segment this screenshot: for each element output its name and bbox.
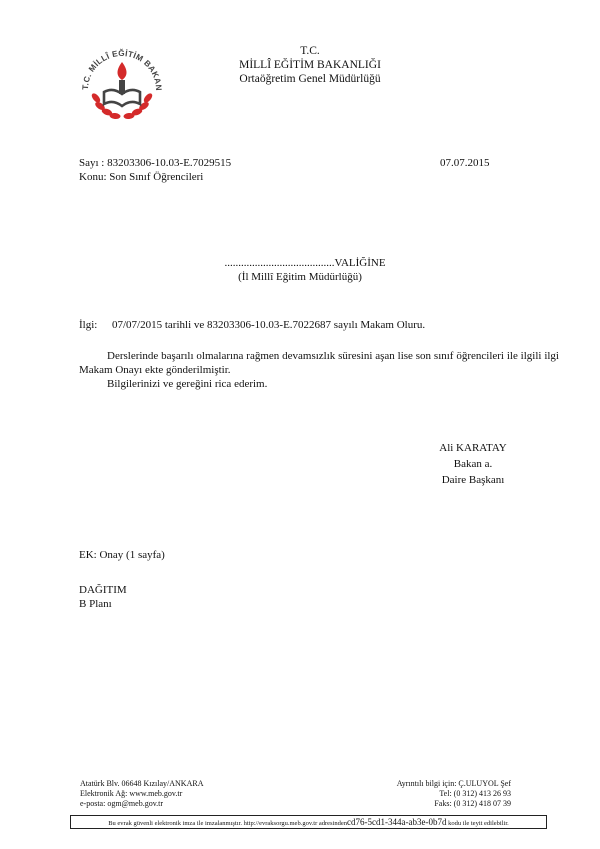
signatory-title1: Bakan a.	[453, 458, 493, 470]
body-paragraph: Derslerinde başarılı olmalarına rağmen devamsızlık süresini aşan lise son sınıf öğrencileri ile ilgili ilgi Makam Onayı ekte gönderilmiştir.	[79, 350, 559, 376]
verification-prefix: Bu evrak güvenli elektronik imza ile imzalanmıştır. http://evraksorgu.meb.gov.tr adresinden	[108, 820, 348, 827]
verification-bar	[70, 815, 547, 829]
document-subject: Konu: Son Sınıf Öğrencileri	[79, 171, 204, 183]
addressee-title: ........................................VALİĞİNE	[224, 257, 386, 269]
footer-tel: Tel: (0 312) 413 26 93	[439, 789, 511, 798]
document-number: Sayı : 83203306-10.03-E.7029515	[79, 157, 232, 169]
distribution-value: B Planı	[79, 598, 112, 610]
footer-address: Atatürk Blv. 06648 Kızılay/ANKARA	[80, 779, 204, 788]
footer-network: Elektronik Ağ: www.meb.gov.tr	[80, 789, 183, 798]
addressee-subtitle: (İl Millî Eğitim Müdürlüğü)	[238, 271, 362, 283]
footer-contact: Ayrıntılı bilgi için: Ç.ULUYOL Şef	[396, 779, 511, 788]
body-closing: Bilgilerinizi ve gereğini rica ederim.	[107, 378, 268, 390]
reference-text: 07/07/2015 tarihli ve 83203306-10.03-E.7022687 sayılı Makam Oluru.	[112, 319, 426, 331]
signatory-title2: Daire Başkanı	[441, 474, 505, 486]
header-department: Ortaöğretim Genel Müdürlüğü	[239, 73, 381, 85]
distribution-label: DAĞITIM	[79, 584, 127, 596]
attachment: EK: Onay (1 sayfa)	[79, 549, 165, 561]
verification-code: cd76-5cd1-344a-ab3e-0b7d	[347, 817, 447, 827]
footer-fax: Faks: (0 312) 418 07 39	[434, 799, 511, 808]
verification-suffix: kodu ile teyit edilebilir.	[446, 820, 509, 827]
reference-label: İlgi:	[79, 319, 98, 331]
footer-email: e-posta: ogm@meb.gov.tr	[80, 799, 164, 808]
signatory-name: Ali KARATAY	[439, 442, 507, 454]
logo-text: T.C. MİLLÎ EĞİTİM BAKAN	[80, 48, 164, 92]
document-date: 07.07.2015	[440, 157, 490, 169]
header-tc: T.C.	[300, 45, 320, 57]
header-ministry: MİLLÎ EĞİTİM BAKANLIĞI	[239, 59, 381, 71]
